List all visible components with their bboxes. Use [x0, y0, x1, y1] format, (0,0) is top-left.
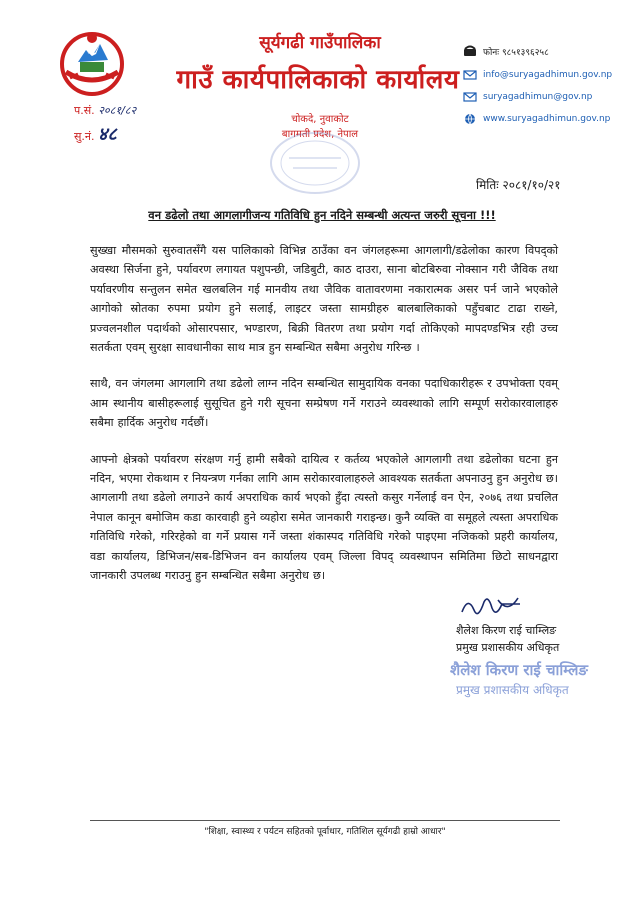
footer-motto: "शिक्षा, स्वास्थ्य र पर्यटन सहितको पूर्वाधार, गतिशिल सूर्यगढी हाम्रो आधार": [204, 827, 446, 837]
letter-date: मितिः २०८१/१०/२१: [476, 178, 561, 192]
address-line-2: बागमती प्रदेश, नेपाल: [281, 129, 359, 140]
signatory-title: प्रमुख प्रशासकीय अधिकृत: [456, 641, 560, 654]
notice-body: [90, 241, 558, 603]
reference-value: २०८१/८२: [98, 104, 137, 117]
signatory-stamp-name: शैलेश किरण राई चाम्लिङ: [450, 661, 588, 679]
office-seal-stamp: [265, 128, 365, 198]
body-paragraph-1: सुख्खा मौसमको सुरुवातसँगै यस पालिकाको विभिन्न ठाउँका वन जंगलहरूमा आगलागी/डढेलोका कारण विपद्को अवस्था सिर्जना हुने, पर्यावरण लगायत पशुपन्छी, जडिबुटी, काठ दाउरा, साना बोटबिरुवा नोक्सान गरी जैविक तथा पर्यावरणीय सन्तुलन समेत खलबलिन गई मानवीय तथा जैविक वातावरणमा नकारात्मक असर पर्न जाने भएकोले आगोको स्रोतका रुपमा प्रयोग हुने सलाई, लाइटर जस्ता सामग्रीहरु बालबालिकाको पहुँचबाट टाढा राख्ने, प्रज्वलनशील पदार्थको ओसारपसार, भण्डारण, बिक्री वितरण तथा प्रयोग गर्दा तोकिएको मापदण्डभित्र रही उच्च सतर्कता एवम् सुरक्षा सावधानीका साथ मात्र हुन सम्बन्धित सबैमा अनुरोध गरिन्छ ।: [90, 244, 558, 355]
nepal-emblem-icon: [56, 26, 128, 98]
signatory-name: शैलेश किरण राई चाम्लिङ: [456, 624, 557, 637]
contact-email-info[interactable]: [463, 67, 612, 83]
dispatch-number: [74, 122, 117, 146]
handwritten-signature: [458, 592, 528, 622]
contact-email-office[interactable]: [463, 89, 592, 105]
address-line-1: चोकदे, नुवाकोट: [291, 114, 349, 125]
municipality-name: सूर्यगढी गाउँपालिका: [259, 33, 381, 53]
email-office-link[interactable]: suryagadhimun@gov.np: [483, 92, 593, 102]
body-paragraph-2: साथै, वन जंगलमा आगलागि तथा डढेलो लाग्न नदिन सम्बन्धित सामुदायिक वनका पदाधिकारीहरू र उपभोक्ता एवम् आम स्थानीय बासीहरूलाई सुसूचित हुने गरी सूचना सम्प्रेषण गर्ने गराउने व्यवस्थाको लागि सम्पूर्ण सरोकारवालाहरु सबैमा हार्दिक अनुरोध गर्दछौं।: [90, 377, 558, 430]
office-name: गाउँ कार्यपालिकाको कार्यालय: [176, 65, 460, 95]
website-link[interactable]: www.suryagadhimun.gov.np: [483, 114, 611, 124]
signatory-stamp-title: प्रमुख प्रशासकीय अधिकृत: [456, 683, 569, 697]
envelope-icon: [463, 91, 477, 103]
dispatch-label: सु.नं.: [74, 130, 95, 143]
footer-divider: [90, 820, 560, 821]
body-paragraph-3: आफ्नो क्षेत्रको पर्यावरण संरक्षण गर्नु हामी सबैको दायित्व र कर्तव्य भएकोले आगलागी तथा डढेलोका घटना हुन नदिन, भएमा रोकथाम र नियन्त्रण गर्नका लागि आम सरोकारवालाहरुले आवश्यक सतर्कता अपनाउनु हुन अनुरोध छ। आगलागी तथा डढेलो लगाउने कार्य अपराधिक कार्य भएको हुँदा त्यस्तो कसुर गर्नेलाई वन ऐन, २०७६ तथा प्रचलित नेपाल कानून बमोजिम कडा कारवाही हुने व्यहोरा समेत जानकारी गराइन्छ। कुनै व्यक्ति वा समूहले त्यस्ता अपराधिक गतिविधि गरेको, गरिरहेको वा गर्ने प्रयास गर्ने जस्ता शंकास्पद गतिविधि गरेको पाइएमा नजिकको प्रहरी कार्यालय, वडा कार्यालय, डिभिजन/सब-डिभिजन वन कार्यालय एवम् जिल्ला विपद् व्यवस्थापन समितिमा छिटो साधनद्वारा जानकारी उपलब्ध गराउनु हुन सम्बन्धित सबैमा अनुरोध छ।: [90, 452, 558, 583]
contact-website[interactable]: [463, 111, 610, 127]
dispatch-value: ४८: [98, 124, 117, 145]
phone-icon: [463, 45, 477, 57]
notice-subject: वन डढेलो तथा आगलागीजन्य गतिविधि हुन नदिने सम्बन्धी अत्यन्त जरुरी सूचना !!!: [148, 208, 496, 222]
phone-number: फोनः ९८५१३९६२५८: [483, 47, 549, 58]
email-info-link[interactable]: info@suryagadhimun.gov.np: [483, 70, 613, 80]
contact-phone: [463, 43, 549, 59]
reference-label: प.सं.: [74, 104, 95, 117]
envelope-icon: [463, 69, 477, 81]
reference-number: [74, 103, 136, 118]
globe-icon: [463, 113, 477, 125]
